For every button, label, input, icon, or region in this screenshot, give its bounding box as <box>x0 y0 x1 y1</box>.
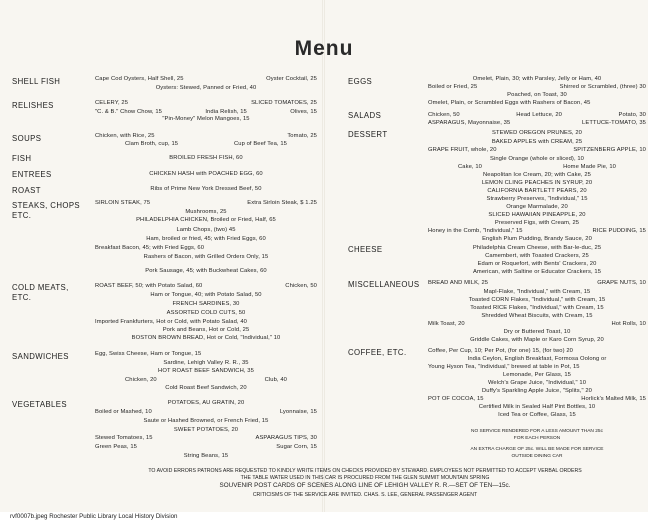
menu-line <box>428 388 646 395</box>
category-label: COFFEE, ETC. <box>348 348 407 357</box>
menu-line <box>428 84 646 91</box>
menu-line <box>95 310 317 317</box>
menu-line <box>428 130 646 137</box>
menu-item-text: Head Lettuce, 20 <box>516 112 563 118</box>
menu-line <box>428 236 646 243</box>
menu-item-text: American, with Saltine or Educator Crackers, 15 <box>472 269 602 275</box>
menu-line <box>428 212 646 219</box>
category-label: VEGETABLES <box>12 400 67 409</box>
menu-line <box>428 180 646 187</box>
menu-item-text: STEWED OREGON PRUNES, 20 <box>491 130 582 136</box>
menu-item-text: Lyonnaise, 15 <box>279 409 317 415</box>
category-label: SANDWICHES <box>12 352 69 361</box>
menu-item-text: Home Made Pie, 10 <box>563 164 616 170</box>
menu-item-text: SIRLOIN STEAK, 75 <box>95 200 151 206</box>
menu-line <box>95 327 317 334</box>
menu-line <box>95 245 317 252</box>
menu-item-text: Poached, on Toast, 30 <box>507 92 567 98</box>
menu-item-text: BAKED APPLES with CREAM, 25 <box>491 139 583 145</box>
service-note: AN EXTRA CHARGE OF 25c. WILL BE MADE FOR SERVICE <box>470 447 604 452</box>
menu-item-text: String Beans, 15 <box>183 453 229 459</box>
menu-line <box>95 319 317 326</box>
menu-line <box>428 204 646 211</box>
menu-item-text: Milk Toast, 20 <box>428 321 465 327</box>
menu-line <box>428 337 646 344</box>
menu-item-text: Griddle Cakes, with Maple or Karo Corn Syrup, 20 <box>470 337 604 343</box>
menu-line <box>95 268 317 275</box>
menu-line <box>95 116 317 123</box>
category-label: SALADS <box>348 111 382 120</box>
menu-item-text: "Pin-Money" Melon Mangoes, 15 <box>162 116 250 122</box>
menu-line <box>428 364 646 371</box>
menu-item-text: Dry or Buttered Toast, 10 <box>503 329 571 335</box>
menu-item-text: Preserved Figs, with Cream, 25 <box>494 220 580 226</box>
menu-item-text: LETTUCE-TOMATO, 35 <box>582 120 646 126</box>
menu-line <box>428 156 646 163</box>
menu-item-text: SWEET POTATOES, 20 <box>173 427 239 433</box>
menu-line <box>428 289 646 296</box>
menu-item-text: Mapl-Flake, "Individual," with Cream, 15 <box>483 289 591 295</box>
menu-line <box>95 435 317 442</box>
menu-line <box>95 236 317 243</box>
menu-item-text: Shredded Wheat Biscuits, with Cream, 15 <box>481 313 593 319</box>
menu-item-text: CALIFORNIA BARTLETT PEARS, 20 <box>487 188 587 194</box>
menu-item-text: Olives, 15 <box>290 109 317 115</box>
menu-line <box>428 147 646 154</box>
category-label: ROAST <box>12 186 41 195</box>
menu-item-text: CHICKEN HASH with POACHED EGG, 60 <box>149 171 263 177</box>
menu-line <box>95 368 317 375</box>
menu-line <box>95 409 317 416</box>
category-label: COLD MEATS, <box>12 283 69 292</box>
menu-line <box>428 112 646 119</box>
menu-item-text: SLICED HAWAIIAN PINEAPPLE, 20 <box>488 212 586 218</box>
menu-line <box>428 76 646 83</box>
menu-item-text: Toasted RICE Flakes, "Individual," with Cream, 15 <box>470 305 604 311</box>
menu-line <box>428 196 646 203</box>
service-note: OUTSIDE DINING CAR <box>511 454 563 459</box>
menu-line <box>95 292 317 299</box>
menu-item-text: LEMON CLING PEACHES IN SYRUP, 20 <box>481 180 593 186</box>
image-caption: rvf0007b.jpeg Rochester Public Library Local History Division <box>10 513 178 520</box>
menu-item-text: India Ceylon, English Breakfast, Formosa Oolong or <box>467 356 607 362</box>
menu-item-text: Cold Roast Beef Sandwich, 20 <box>165 385 247 391</box>
menu-line <box>428 245 646 252</box>
menu-item-text: Toasted CORN Flakes, "Individual," with Cream, 15 <box>468 297 606 303</box>
category-label: SOUPS <box>12 134 42 143</box>
menu-item-text: BREAD AND MILK, 25 <box>428 280 489 286</box>
menu-line <box>428 313 646 320</box>
menu-item-text: Iced Tea or Coffee, Glass, 15 <box>498 412 576 418</box>
category-label: ENTREES <box>12 170 52 179</box>
menu-item-text: Welch's Grape Juice, "Individual," 10 <box>487 380 587 386</box>
menu-item-text: BROILED FRESH FISH, 60 <box>169 155 243 161</box>
menu-item-text: RICE PUDDING, 15 <box>592 228 646 234</box>
menu-line <box>95 400 317 407</box>
menu-item-text: Oyster Cocktail, 25 <box>266 76 317 82</box>
menu-line <box>428 297 646 304</box>
menu-item-text: Mushrooms, 25 <box>185 209 227 215</box>
footer-note-water: THE TABLE WATER USED IN THIS CAR IS PROCURED FROM THE GLEN SUMMIT MOUNTAIN SPRING <box>240 475 490 481</box>
menu-item-text: SLICED TOMATOES, 25 <box>251 100 317 106</box>
menu-line <box>95 186 317 193</box>
menu-line <box>428 100 646 107</box>
category-label: RELISHES <box>12 101 54 110</box>
menu-line <box>95 283 317 290</box>
menu-item-text: Rashers of Bacon, with Grilled Orders Only, 15 <box>143 254 269 260</box>
menu-item-text: Omelet, Plain, 30; with Parsley, Jelly or Ham, 40 <box>472 76 602 82</box>
category-label: ETC. <box>12 211 32 220</box>
menu-line <box>95 444 317 451</box>
menu-item-text: ASSORTED COLD CUTS, 50 <box>166 310 246 316</box>
menu-item-text: Boiled or Mashed, 10 <box>95 409 152 415</box>
menu-item-text: Horlick's Malted Milk, 15 <box>581 396 646 402</box>
menu-item-text: India Relish, 15 <box>205 109 247 115</box>
menu-item-text: ROAST BEEF, 50; with Potato Salad, 60 <box>95 283 203 289</box>
menu-item-text: Camembert, with Toasted Crackers, 25 <box>485 253 589 259</box>
menu-line <box>428 253 646 260</box>
menu-line <box>428 329 646 336</box>
menu-line <box>428 228 646 235</box>
menu-line <box>428 92 646 99</box>
menu-item-text: Pork and Beans, Hot or Cold, 25 <box>162 327 250 333</box>
menu-item-text: GRAPE NUTS, 10 <box>597 280 646 286</box>
menu-item-text: Stewed Tomatoes, 15 <box>95 435 153 441</box>
menu-line <box>95 76 317 83</box>
menu-item-text: Saute or Hashed Browned, or French Fried, 15 <box>143 418 269 424</box>
menu-line <box>95 227 317 234</box>
menu-line <box>428 372 646 379</box>
menu-item-text: FRENCH SARDINES, 30 <box>172 301 240 307</box>
menu-line <box>428 120 646 127</box>
menu-line <box>95 360 317 367</box>
footer-note-checks: TO AVOID ERRORS PATRONS ARE REQUESTED TO KINDLY WRITE ITEMS ON CHECKS PROVIDED BY STEWARD. EMPLOYEES NOT PERMITTED TO ACCEPT VERBAL ORDERS <box>148 468 582 474</box>
menu-line <box>428 188 646 195</box>
menu-item-text: POTATOES, AU GRATIN, 20 <box>167 400 245 406</box>
menu-item-text: Certified Milk in Sealed Half Pint Bottles, 10 <box>478 404 596 410</box>
menu-item-text: Single Orange (whole or sliced), 10 <box>489 156 585 162</box>
menu-item-text: Duffy's Sparkling Apple Juice, "Splits," 20 <box>482 388 592 394</box>
menu-line <box>95 141 317 148</box>
menu-item-text: GRAPE FRUIT, whole, 20 <box>428 147 497 153</box>
menu-line <box>95 377 317 384</box>
menu-item-text: ASPARAGUS TIPS, 30 <box>255 435 317 441</box>
menu-item-text: HOT ROAST BEEF SANDWICH, 35 <box>158 368 254 374</box>
menu-line <box>95 133 317 140</box>
criticisms-line: CRITICISMS OF THE SERVICE ARE INVITED. CHAS. S. LEE, GENERAL PASSENGER AGENT <box>252 492 478 498</box>
menu-line <box>95 254 317 261</box>
menu-item-text: Edam or Roquefort, with Bents' Crackers, 20 <box>477 261 597 267</box>
category-label: ETC. <box>12 293 32 302</box>
menu-item-text: Neapolitan Ice Cream, 20; with Cake, 25 <box>483 172 591 178</box>
menu-line <box>428 396 646 403</box>
category-label: CHEESE <box>348 245 383 254</box>
menu-item-text: ASPARAGUS, Mayonnaise, 35 <box>428 120 511 126</box>
menu-item-text: "C. & B." Chow Chow, 15 <box>95 109 162 115</box>
menu-item-text: Chicken, 50 <box>285 283 317 289</box>
category-label: DESSERT <box>348 130 388 139</box>
menu-item-text: Lemonade, Per Glass, 15 <box>502 372 572 378</box>
menu-line <box>95 351 317 358</box>
menu-item-text: Clam Broth, cup, 15 <box>125 141 179 147</box>
menu-item-text: Egg, Swiss Cheese, Ham or Tongue, 15 <box>95 351 202 357</box>
menu-item-text: Omelet, Plain, or Scrambled Eggs with Rashers of Bacon, 45 <box>428 100 591 106</box>
menu-item-text: Imported Frankfurters, Hot or Cold, with Potato Salad, 40 <box>95 319 247 325</box>
menu-item-text: Strawberry Preserves, "Individual," 15 <box>486 196 588 202</box>
menu-item-text: Ham, broiled or fried, 45; with Fried Eggs, 60 <box>146 236 266 242</box>
menu-item-text: Orange Marmalade, 20 <box>506 204 568 210</box>
menu-item-text: CELERY, 25 <box>95 100 129 106</box>
category-label: MISCELLANEOUS <box>348 280 420 289</box>
menu-line <box>95 418 317 425</box>
service-note: FOR EACH PERSON <box>513 436 561 441</box>
menu-line <box>95 109 317 116</box>
menu-line <box>95 453 317 460</box>
menu-item-text: Ham or Tongue, 40; with Potato Salad, 50 <box>150 292 262 298</box>
souvenir-line: SOUVENIR POST CARDS OF SCENES ALONG LINE OF LEHIGH VALLEY R. R.—SET OF TEN—15c. <box>219 482 511 489</box>
menu-item-text: Pork Sausage, 45; with Buckwheat Cakes, 60 <box>145 268 267 274</box>
menu-line <box>428 172 646 179</box>
menu-item-text: Green Peas, 15 <box>95 444 138 450</box>
menu-item-text: Shirred or Scrambled, (three) 30 <box>559 84 646 90</box>
menu-line <box>428 220 646 227</box>
menu-item-text: Club, 40 <box>264 377 287 383</box>
menu-item-text: English Plum Pudding, Brandy Sauce, 20 <box>482 236 592 242</box>
menu-line <box>428 164 646 171</box>
menu-line <box>95 209 317 216</box>
menu-line <box>428 348 646 355</box>
menu-item-text: SPITZENBERG APPLE, 10 <box>573 147 646 153</box>
menu-item-text: Sugar Corn, 15 <box>276 444 317 450</box>
menu-item-text: Ribs of Prime New York Dressed Beef, 50 <box>150 186 262 192</box>
menu-line <box>428 321 646 328</box>
menu-item-text: Sardine, Lehigh Valley R. R., 35 <box>163 360 249 366</box>
menu-item-text: Chicken, 50 <box>428 112 460 118</box>
menu-item-text: PHILADELPHIA CHICKEN, Broiled or Fried, Half, 65 <box>136 217 276 223</box>
menu-line <box>95 301 317 308</box>
menu-item-text: Cape Cod Oysters, Half Shell, 25 <box>95 76 184 82</box>
service-note: NO SERVICE RENDERED FOR A LESS AMOUNT THAN 25c <box>471 429 603 434</box>
menu-line <box>428 280 646 287</box>
menu-line <box>428 356 646 363</box>
menu-line <box>428 412 646 419</box>
menu-item-text: Hot Rolls, 10 <box>611 321 646 327</box>
menu-item-text: BOSTON BROWN BREAD, Hot or Cold, "Individual," 10 <box>131 335 281 341</box>
menu-item-text: Young Hyson Tea, "Individual," brewed at table in Pot, 15 <box>428 364 580 370</box>
menu-item-text: Honey in the Comb, "Individual," 15 <box>428 228 523 234</box>
menu-item-text: Chicken, with Rice, 25 <box>95 133 155 139</box>
menu-line <box>95 171 317 178</box>
menu-item-text: Lamb Chops, (two) 45 <box>176 227 236 233</box>
menu-line <box>95 85 317 92</box>
menu-item-text: Philadelphia Cream Cheese, with Bar-le-duc, 25 <box>472 245 602 251</box>
menu-line <box>428 305 646 312</box>
menu-line <box>95 427 317 434</box>
menu-item-text: Potato, 30 <box>618 112 646 118</box>
menu-item-text: Boiled or Fried, 25 <box>428 84 478 90</box>
menu-item-text: Cup of Beef Tea, 15 <box>233 141 287 147</box>
menu-item-text: Breakfast Bacon, 45; with Fried Eggs, 60 <box>95 245 205 251</box>
center-fold <box>322 0 325 512</box>
category-label: FISH <box>12 154 32 163</box>
menu-line <box>95 200 317 207</box>
menu-line <box>428 261 646 268</box>
menu-line <box>95 155 317 162</box>
menu-item-text: Chicken, 20 <box>125 377 157 383</box>
category-label: SHELL FISH <box>12 77 61 86</box>
menu-line <box>428 139 646 146</box>
category-label: STEAKS, CHOPS <box>12 201 81 210</box>
menu-line <box>428 269 646 276</box>
menu-item-text: Coffee, Per Cup, 10; Per Pot, (for one) 15, (for two) 20 <box>428 348 574 354</box>
menu-line <box>428 404 646 411</box>
menu-item-text: Cake, 10 <box>458 164 483 170</box>
category-label: EGGS <box>348 77 373 86</box>
menu-item-text: POT OF COCOA, 15 <box>428 396 484 402</box>
menu-line <box>95 100 317 107</box>
menu-item-text: Extra Sirloin Steak, $ 1.25 <box>247 200 317 206</box>
menu-line <box>95 385 317 392</box>
menu-item-text: Oysters: Stewed, Panned or Fried, 40 <box>155 85 257 91</box>
menu-line <box>428 380 646 387</box>
menu-title: Menu <box>294 37 354 60</box>
menu-item-text: Tomato, 25 <box>287 133 317 139</box>
menu-line <box>95 335 317 342</box>
menu-line <box>95 217 317 224</box>
